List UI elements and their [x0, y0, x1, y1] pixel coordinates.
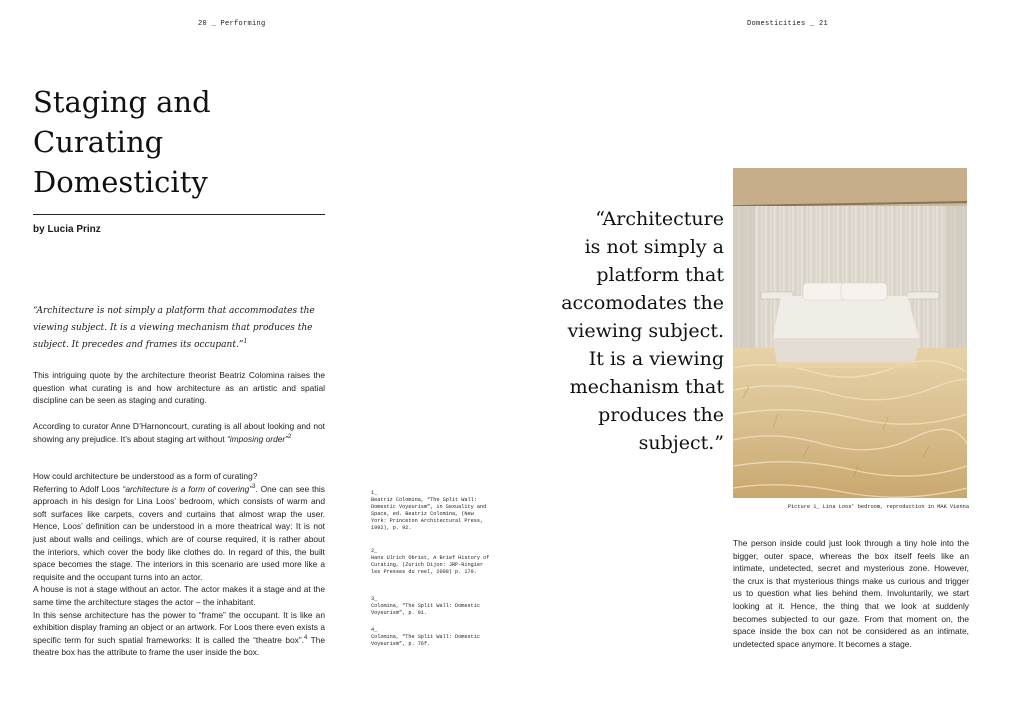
title-line: Curating — [33, 125, 164, 159]
pull-quote — [560, 205, 724, 457]
pull-quote-line: platform that — [596, 264, 724, 286]
footnote-number: 1_ — [371, 490, 378, 496]
title-line: Domesticity — [33, 165, 208, 199]
pull-quote-line: accomodates the — [561, 292, 724, 314]
epigraph-quote — [33, 303, 325, 354]
footnote-number: 3_ — [371, 596, 378, 602]
body-paragraph: The person inside could just look through a tiny hole into the bigger, outer space, whereas the box itself feels like an intimate, undetected, secret and mysterious zone. However, the crux is that mysterious things make us curious and trigger us to question what lies behind them. Involuntarily, we start looking at it. Hence, the thing that we look at suddenly becomes subjected to our gaze. From that moment on, the space inside the box can not be considered as an intimate, undetected space anymore. It becomes a stage. — [733, 538, 969, 649]
pull-quote-line: mechanism that — [569, 376, 724, 398]
paragraph-text: . One can see this approach in his design for Lina Loos’ bedroom, which consists of warm and soft surfaces like carpets, covers and curtains that almost wrap the user. Hence, Loos’ definition can be understood in a more theatrical way: It is not just about walls and ceilings, which are of course required, it is rather about the interiors, which cover the body like clothes do. In regard of this, the built space becomes the stage. The interiors in this scenario are used more like a requisite and the occupant turns into an actor. — [33, 483, 325, 582]
title-line: Staging and — [33, 85, 211, 119]
running-head-left: 20 _ Performing — [198, 20, 266, 28]
pull-quote-line: It is a viewing — [588, 348, 724, 370]
article-title — [33, 82, 333, 202]
footnote-text: Hans Ulrich Obrist, A Brief History of Curating, (Zurich Dijon: JRP-Ringier les Presses du reel, 2008) p. 179. — [371, 555, 490, 575]
pull-quote-line: viewing subject. — [567, 320, 724, 342]
bedroom-photo — [733, 168, 967, 498]
paragraph-text: Referring to Adolf Loos — [33, 483, 123, 494]
body-paragraph: This intriguing quote by the architecture theorist Beatriz Colomina raises the question what curating is and how architecture as an artistic and spatial discipline can be seen as staging and curating. — [33, 370, 325, 406]
pull-quote-line: subject.” — [638, 432, 724, 454]
footnote — [371, 596, 491, 617]
paragraph-line: How could architecture be understood as a form of curating? — [33, 471, 258, 481]
paragraph-text: According to curator Anne D’Harnoncourt, curating is all about looking and not showing any prejudice. It’s about staging art without — [33, 421, 325, 444]
body-paragraph-group — [33, 470, 325, 659]
byline: by Lucia Prinz — [33, 224, 101, 235]
footnote-text: Colomina, “The Split Wall: Domestic Voyeurism”, p. 76f. — [371, 634, 480, 647]
title-divider — [33, 214, 325, 215]
paragraph-text: In this sense architecture has the power to “frame” the occupant. It is like an exhibition display framing an object or an artwork. For Loos there even exists a specific term for such spatial frameworks: It is called the “theatre box”. — [33, 609, 325, 645]
footnote-ref: 1 — [243, 338, 248, 345]
paragraph — [33, 609, 325, 659]
pull-quote-line: produces the — [598, 404, 724, 426]
pull-quote-line: is not simply a — [584, 236, 724, 258]
footnote-number: 4_ — [371, 627, 378, 633]
footnote — [371, 490, 491, 532]
photo-caption: Picture 1_ Lina Loos’ bedroom, reproduction in MAK Vienna — [787, 504, 969, 510]
footnote-number: 2_ — [371, 548, 378, 554]
footnote-text: Beatriz Colomina, “The Split Wall: Domestic Voyeurism”, in Sexuality and Space, ed. Beatriz Colomina, (New York: Princeton Architectural Press, 1992), p. 92. — [371, 497, 487, 531]
footnote — [371, 627, 491, 648]
epigraph-text: “Architecture is not simply a platform that accommodates the viewing subject. It is a viewing mechanism that produces the subject. It precedes and frames its occupant.” — [33, 306, 315, 350]
quoted-phrase: “imposing order” — [226, 433, 288, 444]
running-head-right: Domesticities _ 21 — [747, 20, 829, 28]
footnote-ref: 4 — [303, 634, 308, 641]
quoted-phrase: “architecture is a form of covering” — [122, 483, 253, 494]
footnote — [371, 548, 491, 576]
paragraph-text: The theatre box has the attribute to frame the user inside the box. — [33, 634, 325, 658]
body-paragraph — [33, 420, 325, 445]
pull-quote-line: “Architecture — [595, 208, 724, 230]
paragraph — [33, 483, 325, 584]
footnote-text: Colomina, “The Split Wall: Domestic Voyeurism”, p. 91. — [371, 603, 480, 616]
paragraph: A house is not a stage without an actor. The actor makes it a stage and at the same time the architecture stages the actor – the inhabitant. — [33, 584, 325, 607]
footnote-ref: 3 — [252, 483, 256, 490]
footnote-ref: 2 — [287, 433, 292, 440]
